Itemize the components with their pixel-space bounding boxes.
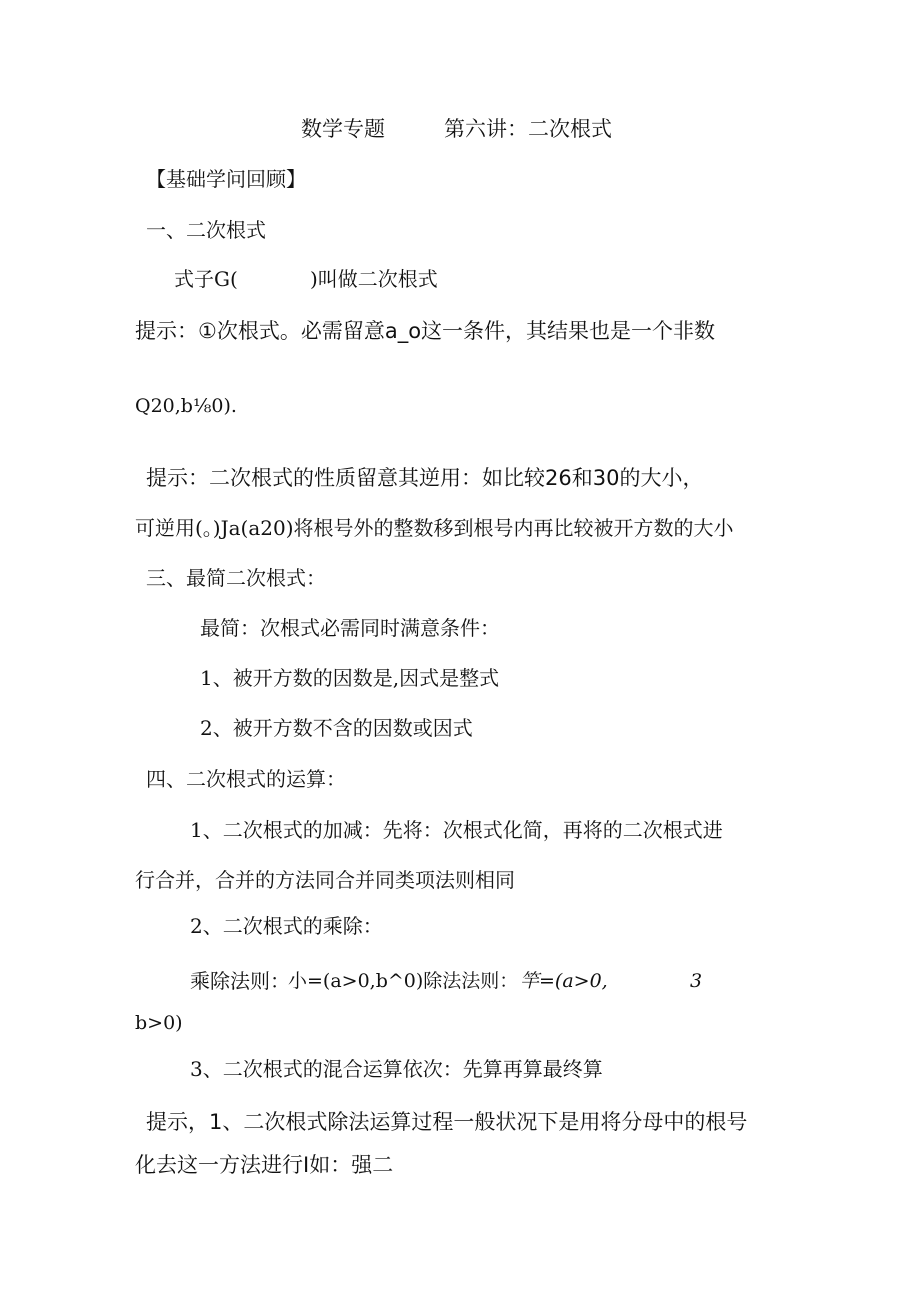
rule-footnote-3: 3 bbox=[690, 970, 703, 992]
section4-add-sub: 1、二次根式的加减：先将：次根式化简，再将的二次根式进 bbox=[190, 818, 723, 842]
section1-heading: 一、二次根式 bbox=[146, 218, 266, 242]
definition-suffix: )叫做二次根式 bbox=[310, 267, 438, 291]
rule-continued: b>0) bbox=[135, 1012, 183, 1034]
section3-heading: 三、最简二次根式： bbox=[146, 566, 326, 590]
definition-prefix: 式子G( bbox=[174, 267, 238, 291]
rule-division: 竿=(a>0, bbox=[520, 970, 608, 992]
rule-multiplication: 小=(a>0,b^0)除法法则： bbox=[288, 970, 519, 992]
section2-tip-continued: 可逆用(。)Ja(a20)将根号外的整数移到根号内再比较被开方数的大小 bbox=[135, 516, 734, 540]
section4-add-sub-continued: 行合并，合并的方法同合并同类项法则相同 bbox=[135, 868, 515, 892]
page-title-right: 第六讲：二次根式 bbox=[444, 117, 612, 141]
section4-heading: 四、二次根式的运算： bbox=[146, 767, 346, 791]
rule-prefix: 乘除法则： bbox=[190, 969, 290, 993]
final-tip-line-2: 化去这一方法进行I如：强二 bbox=[135, 1153, 394, 1177]
section3-condition-2: 2、被开方数不含的因数或因式 bbox=[200, 716, 473, 740]
section4-mixed-operations: 3、二次根式的混合运算依次：先算再算最终算 bbox=[190, 1057, 603, 1081]
section1-tip: 提示：①次根式。必需留意a_o这一条件，其结果也是一个非数 bbox=[135, 319, 716, 343]
section1-formula: Q20,b⅛0). bbox=[135, 395, 237, 417]
page-title-left: 数学专题 bbox=[301, 117, 385, 141]
final-tip-line-1: 提示，1、二次根式除法运算过程一般状况下是用将分母中的根号 bbox=[146, 1110, 748, 1134]
section-review-heading: 【基础学问回顾】 bbox=[146, 167, 306, 191]
section3-condition-1: 1、被开方数的因数是,因式是整式 bbox=[200, 666, 500, 690]
section2-tip: 提示：二次根式的性质留意其逆用：如比较26和30的大小， bbox=[146, 466, 704, 490]
section3-intro: 最简：次根式必需同时满意条件： bbox=[200, 616, 500, 640]
section4-mul-div: 2、二次根式的乘除： bbox=[190, 914, 383, 938]
